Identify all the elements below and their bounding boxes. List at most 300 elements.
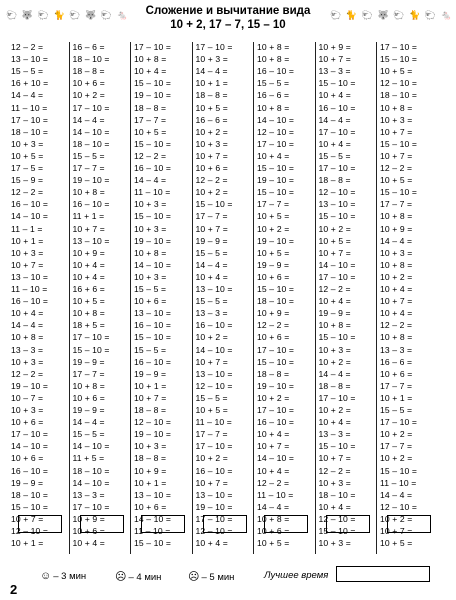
exercise-item: 15 – 10 = xyxy=(72,344,110,355)
exercise-item: 14 – 4 = xyxy=(195,259,228,270)
exercise-item: 10 + 5 = xyxy=(318,235,351,246)
exercise-item: 14 – 10 = xyxy=(195,344,233,355)
exercise-item: 17 – 7 = xyxy=(195,429,228,440)
exercise-item: 12 – 10 = xyxy=(257,126,294,137)
exercise-item: 10 + 8 = xyxy=(72,308,105,319)
exercise-item: 10 + 7 = xyxy=(318,453,351,464)
exercise-item: 10 + 6 = xyxy=(257,332,290,343)
exercise-item: 13 – 10 = xyxy=(195,284,233,294)
exercise-item: 17 – 10 = xyxy=(11,114,48,125)
exercise-item: 17 – 7 = xyxy=(72,368,105,379)
exercise-item: 14 – 4 = xyxy=(318,114,351,125)
exercise-item: 17 – 7 = xyxy=(380,199,413,210)
exercise-item: 10 + 3 = xyxy=(380,114,413,125)
exercise-item: 12 – 2 = xyxy=(11,368,44,379)
legend-3-min xyxy=(40,570,86,582)
exercise-item: 17 – 7 = xyxy=(257,199,290,210)
page-title xyxy=(130,4,326,32)
exercise-item: 15 – 10 = xyxy=(257,163,294,173)
exercise-item: 15 – 10 = xyxy=(380,138,417,149)
exercise-item: 10 + 5 = xyxy=(257,211,290,222)
legend-3-min-text: – 3 мин xyxy=(53,571,87,582)
exercise-item: 10 + 8 = xyxy=(134,247,167,258)
exercise-item: 19 – 10 = xyxy=(134,90,171,101)
exercise-item: 16 – 10 = xyxy=(134,356,171,367)
exercise-item: 10 + 3 = xyxy=(195,54,228,65)
exercise-item: 14 – 4 = xyxy=(11,90,44,101)
exercise-item: 12 – 10 = xyxy=(11,526,48,536)
exercise-item: 10 + 8 = xyxy=(257,102,290,113)
exercise-item: 15 – 10 = xyxy=(257,284,294,294)
exercise-item: 11 – 10 = xyxy=(134,187,171,198)
exercise-item: 10 + 5 = xyxy=(195,102,228,113)
exercise-item: 13 – 10 = xyxy=(134,489,171,500)
exercise-item: 10 + 8 = xyxy=(380,259,413,270)
exercise-item: 18 – 10 = xyxy=(11,126,48,137)
exercise-item: 17 – 7 = xyxy=(134,114,167,125)
exercise-item: 10 + 1 = xyxy=(134,477,167,488)
exercise-item: 10 + 8 = xyxy=(380,102,413,113)
exercise-item: 15 – 5 = xyxy=(134,284,167,294)
exercise-item: 12 – 10 = xyxy=(380,501,417,512)
best-time-box[interactable] xyxy=(336,566,430,582)
exercise-item: 18 – 10 = xyxy=(72,465,110,476)
exercise-item: 10 + 5 = xyxy=(257,247,290,258)
exercise-item: 15 – 10 = xyxy=(134,332,171,343)
exercise-item: 12 – 2 = xyxy=(195,175,228,186)
exercise-item: 14 – 10 = xyxy=(257,114,294,125)
exercise-item: 12 – 2 = xyxy=(257,477,290,488)
exercise-item: 13 – 10 = xyxy=(195,489,233,500)
exercise-item: 10 + 8 = xyxy=(257,54,290,65)
exercise-item: 13 – 3 = xyxy=(11,344,44,355)
exercise-item: 17 – 10 = xyxy=(318,126,356,137)
exercise-item: 19 – 9 = xyxy=(11,477,44,488)
exercise-item: 10 + 6 = xyxy=(380,368,413,379)
exercise-item: 17 – 10 = xyxy=(380,42,417,52)
exercise-item: 18 – 8 = xyxy=(72,66,105,77)
exercise-item: 14 – 4 = xyxy=(318,368,351,379)
exercise-item: 10 + 7 = xyxy=(134,392,167,403)
exercise-item: 18 – 10 = xyxy=(257,296,294,307)
best-time-label: Лучшее время xyxy=(264,570,329,581)
exercise-item: 12 – 2 = xyxy=(380,320,413,331)
exercise-item: 10 + 2 = xyxy=(195,187,228,198)
exercise-item: 14 – 10 = xyxy=(257,453,294,464)
legend-5-min xyxy=(188,570,234,583)
exercise-item: 10 + 8 = xyxy=(72,187,105,198)
exercise-item: 10 + 6 = xyxy=(134,501,167,512)
exercise-item: 14 – 10 = xyxy=(72,126,110,137)
exercise-column-5 xyxy=(257,42,319,554)
exercise-item: 10 + 4 = xyxy=(72,271,105,282)
exercise-item: 12 – 10 = xyxy=(318,513,356,524)
exercise-item: 12 – 2 = xyxy=(11,187,44,198)
exercise-item: 10 + 8 = xyxy=(257,513,290,524)
exercise-item: 17 – 10 = xyxy=(318,163,356,173)
exercise-item: 10 + 6 = xyxy=(257,526,290,536)
exercise-item: 17 – 10 = xyxy=(257,405,294,415)
exercise-item: 10 + 2 = xyxy=(195,126,228,137)
exercise-item: 11 – 10 = xyxy=(195,417,232,428)
exercise-item: 17 – 7 = xyxy=(380,441,413,452)
exercise-item: 15 – 10 = xyxy=(318,78,356,89)
column-divider xyxy=(253,42,254,554)
exercise-item: 10 + 2 = xyxy=(318,223,351,234)
exercise-item: 19 – 9 = xyxy=(257,259,290,270)
exercise-item: 13 – 10 = xyxy=(11,54,48,65)
exercise-item: 10 + 3 = xyxy=(11,138,44,149)
decorative-animals-border-right: 🐑 🐈 🐑 🐺 🐑 🐈 🐑 🐁 xyxy=(330,10,452,20)
exercise-item: 12 – 10 = xyxy=(134,417,171,428)
exercise-item: 10 + 4 = xyxy=(380,284,413,294)
exercise-item: 10 + 4 = xyxy=(195,538,228,549)
exercise-item: 10 + 4 = xyxy=(11,308,44,319)
exercise-item: 14 – 10 = xyxy=(134,259,171,270)
exercise-item: 16 + 10 = xyxy=(11,78,49,89)
exercise-item: 15 – 10 = xyxy=(134,211,171,222)
exercise-item: 18 – 8 = xyxy=(195,90,228,101)
exercise-item: 10 + 2 = xyxy=(72,90,105,101)
exercise-item: 15 – 5 = xyxy=(195,296,228,307)
exercise-item: 16 – 10 = xyxy=(257,417,294,428)
exercise-item: 16 – 6 = xyxy=(195,114,228,125)
time-box-column-2[interactable] xyxy=(80,515,124,533)
exercise-item: 10 + 4 = xyxy=(318,296,351,307)
time-box-column-4[interactable] xyxy=(203,515,247,533)
exercise-item: 19 – 9 = xyxy=(195,235,228,246)
exercise-item: 17 – 10 = xyxy=(11,429,48,440)
exercise-item: 10 + 7 = xyxy=(318,54,351,65)
exercise-item: 19 – 10 = xyxy=(257,235,294,246)
exercise-item: 18 – 10 = xyxy=(318,489,356,500)
exercise-item: 19 – 10 = xyxy=(11,380,48,391)
exercise-item: 13 – 3 = xyxy=(195,308,228,319)
exercise-item: 18 – 8 = xyxy=(318,380,351,391)
exercise-item: 14 – 4 = xyxy=(380,489,413,500)
exercise-item: 10 + 7 = xyxy=(11,513,44,524)
exercise-item: 10 + 1 = xyxy=(195,78,228,89)
exercise-item: 10 + 4 = xyxy=(195,271,228,282)
exercise-item: 14 – 10 = xyxy=(134,513,171,524)
column-divider xyxy=(130,42,131,554)
exercise-item: 12 – 2 = xyxy=(380,163,413,173)
exercise-item: 17 – 7 = xyxy=(380,380,413,391)
exercise-item: 16 – 10 = xyxy=(11,199,48,210)
exercise-item: 10 + 3 = xyxy=(134,199,167,210)
exercise-item: 10 + 1 = xyxy=(380,392,413,403)
exercise-item: 14 – 10 = xyxy=(11,441,48,452)
exercise-item: 15 – 10 = xyxy=(318,211,356,222)
exercise-item: 17 – 10 = xyxy=(72,501,110,512)
exercise-item: 15 – 5 = xyxy=(72,150,105,161)
exercise-column-6 xyxy=(319,42,381,554)
exercise-item: 10 + 4 = xyxy=(72,538,105,549)
exercise-item: 16 – 10 = xyxy=(11,465,48,476)
exercise-item: 19 – 10 = xyxy=(134,429,171,440)
exercise-item: 19 – 9 = xyxy=(318,308,351,319)
smile-face-icon: ☺ xyxy=(40,570,52,582)
exercise-column-4 xyxy=(196,42,258,554)
exercise-item: 16 – 10 = xyxy=(72,199,110,210)
exercise-item: 18 – 8 = xyxy=(134,405,167,415)
exercise-item: 10 + 2 = xyxy=(380,429,413,440)
exercise-item: 13 – 10 = xyxy=(72,235,110,246)
exercise-item: 16 – 10 = xyxy=(11,296,48,307)
exercise-item: 17 – 10 = xyxy=(257,138,294,149)
sad-face-icon: ☹ xyxy=(188,571,200,583)
exercise-item: 17 – 10 = xyxy=(318,392,356,403)
exercise-item: 19 – 10 = xyxy=(134,235,171,246)
exercise-item: 16 – 10 = xyxy=(195,320,233,331)
exercise-item: 16 – 10 = xyxy=(134,163,171,173)
exercise-item: 10 + 5 = xyxy=(11,150,44,161)
exercise-item: 10 + 6 = xyxy=(134,296,167,307)
exercise-item: 17 – 10 = xyxy=(257,344,294,355)
exercise-item: 16 – 6 = xyxy=(72,42,105,52)
exercise-item: 10 – 7 = xyxy=(11,392,44,403)
legend-4-min xyxy=(115,570,161,583)
exercise-item: 10 + 2 = xyxy=(257,392,290,403)
exercise-item: 16 – 10 = xyxy=(318,102,356,113)
exercise-item: 11 – 10 = xyxy=(11,284,48,294)
exercise-grid xyxy=(11,42,449,554)
exercise-item: 13 – 3 = xyxy=(72,489,105,500)
exercise-item: 10 + 5 = xyxy=(134,126,167,137)
exercise-item: 14 – 10 = xyxy=(318,259,356,270)
column-divider xyxy=(376,42,377,554)
exercise-item: 10 + 8 = xyxy=(318,320,351,331)
exercise-item: 10 + 9 = xyxy=(134,465,167,476)
exercise-item: 10 + 5 = xyxy=(380,538,413,549)
time-box-column-6[interactable] xyxy=(326,515,370,533)
exercise-item: 10 + 6 = xyxy=(195,163,228,173)
decorative-animals-border-left: 🐑 🐺 🐑 🐈 🐑 🐺 🐑 🐁 xyxy=(6,10,128,20)
exercise-item: 19 – 9 = xyxy=(72,405,105,415)
exercise-item: 10 + 3 = xyxy=(134,441,167,452)
exercise-item: 10 + 7 = xyxy=(380,150,413,161)
exercise-item: 19 – 10 = xyxy=(72,175,110,186)
exercise-item: 15 – 5 = xyxy=(318,150,351,161)
exercise-item: 16 – 10 = xyxy=(195,465,233,476)
exercise-item: 11 – 10 = xyxy=(257,489,294,500)
exercise-item: 10 + 2 = xyxy=(380,453,413,464)
exercise-item: 10 + 7 = xyxy=(380,296,413,307)
exercise-item: 17 – 5 = xyxy=(11,163,44,173)
exercise-item: 10 + 5 = xyxy=(380,66,413,77)
column-divider xyxy=(192,42,193,554)
exercise-item: 13 – 3 = xyxy=(380,344,413,355)
exercise-item: 13 – 10 = xyxy=(134,308,171,319)
exercise-item: 17 – 10 = xyxy=(72,332,110,343)
time-box-column-5[interactable] xyxy=(264,515,308,533)
exercise-item: 10 + 3 = xyxy=(134,271,167,282)
exercise-item: 15 – 5 = xyxy=(380,405,413,415)
exercise-item: 10 + 6 = xyxy=(72,78,105,89)
exercise-item: 19 – 10 = xyxy=(257,380,294,391)
column-divider xyxy=(315,42,316,554)
exercise-column-2 xyxy=(73,42,135,554)
exercise-item: 10 + 4 = xyxy=(72,259,105,270)
exercise-item: 14 – 4 = xyxy=(134,175,167,186)
exercise-item: 15 – 10 = xyxy=(195,199,233,210)
exercise-item: 10 + 2 = xyxy=(380,513,413,524)
exercise-item: 14 – 4 = xyxy=(11,320,44,331)
exercise-item: 10 + 3 = xyxy=(380,247,413,258)
exercise-item: 19 – 9 = xyxy=(72,356,105,367)
exercise-item: 10 + 3 = xyxy=(11,405,44,415)
exercise-item: 10 + 7 = xyxy=(11,259,44,270)
exercise-item: 15 – 10 = xyxy=(380,465,417,476)
exercise-item: 18 + 5 = xyxy=(72,320,105,331)
exercise-item: 10 + 9 = xyxy=(72,513,105,524)
exercise-item: 15 – 10 = xyxy=(380,54,417,65)
exercise-item: 10 + 3 = xyxy=(318,477,351,488)
exercise-item: 10 + 5 = xyxy=(195,405,228,415)
exercise-item: 17 – 10 = xyxy=(318,271,356,282)
exercise-item: 10 + 7 = xyxy=(257,441,290,452)
exercise-item: 12 – 2 = xyxy=(318,284,351,294)
exercise-item: 11 – 1 = xyxy=(11,223,43,234)
exercise-item: 14 – 4 = xyxy=(380,235,413,246)
exercise-item: 10 + 2 = xyxy=(195,332,228,343)
exercise-item: 10 + 4 = xyxy=(257,465,290,476)
exercise-item: 10 + 8 = xyxy=(134,54,167,65)
exercise-item: 10 + 3 = xyxy=(11,247,44,258)
neutral-face-icon: ☹ xyxy=(115,571,127,583)
exercise-item: 13 – 10 = xyxy=(195,368,233,379)
legend-4-min-text: – 4 мин xyxy=(128,572,162,583)
exercise-item: 17 – 10 = xyxy=(380,417,417,428)
title-line-2: 10 + 2, 17 – 7, 15 – 10 xyxy=(170,19,286,31)
exercise-item: 10 + 8 = xyxy=(72,380,105,391)
exercise-item: 10 + 6 = xyxy=(11,417,44,428)
exercise-item: 14 – 10 = xyxy=(11,211,48,222)
exercise-item: 17 – 10 = xyxy=(72,102,110,113)
time-box-column-1[interactable] xyxy=(18,515,62,533)
exercise-item: 10 + 3 = xyxy=(11,356,44,367)
exercise-item: 15 – 5 = xyxy=(11,66,44,77)
exercise-column-3 xyxy=(134,42,196,554)
exercise-item: 10 + 1 = xyxy=(134,380,167,391)
exercise-item: 14 – 4 = xyxy=(72,114,105,125)
exercise-item: 18 – 10 = xyxy=(72,138,110,149)
exercise-item: 10 + 7 = xyxy=(195,477,228,488)
exercise-item: 14 – 10 = xyxy=(72,477,110,488)
exercise-item: 12 – 2 = xyxy=(134,150,167,161)
exercise-item: 10 + 4 = xyxy=(318,138,351,149)
exercise-item: 11 + 1 = xyxy=(72,211,105,222)
exercise-item: 15 – 10 = xyxy=(380,187,417,198)
exercise-item: 18 – 8 = xyxy=(134,453,167,464)
exercise-item: 10 + 4 = xyxy=(380,308,413,319)
exercise-item: 12 – 10 = xyxy=(380,78,417,89)
exercise-item: 10 + 8 = xyxy=(380,332,413,343)
exercise-item: 10 + 1 = xyxy=(11,538,44,549)
exercise-item: 12 – 10 = xyxy=(318,187,356,198)
exercise-item: 15 – 10 = xyxy=(318,526,356,536)
exercise-item: 17 – 10 = xyxy=(195,441,233,452)
exercise-item: 19 – 10 = xyxy=(257,175,294,186)
exercise-item: 12 – 2 = xyxy=(257,320,290,331)
exercise-item: 15 – 10 = xyxy=(11,501,48,512)
time-box-column-3[interactable] xyxy=(141,515,185,533)
exercise-item: 12 – 10 = xyxy=(195,380,233,391)
exercise-item: 10 + 6 = xyxy=(11,453,44,464)
exercise-item: 10 + 7 = xyxy=(72,223,105,234)
exercise-item: 10 + 4 = xyxy=(257,150,290,161)
exercise-item: 12 – 2 = xyxy=(11,42,44,52)
exercise-item: 11 – 10 = xyxy=(134,526,171,536)
exercise-item: 10 + 3 = xyxy=(195,138,228,149)
exercise-item: 10 + 7 = xyxy=(195,223,228,234)
exercise-item: 15 – 10 = xyxy=(318,441,356,452)
exercise-item: 11 – 10 = xyxy=(380,477,417,488)
exercise-item: 15 – 9 = xyxy=(11,175,44,186)
exercise-item: 15 – 5 = xyxy=(72,429,105,440)
exercise-item: 16 – 10 = xyxy=(134,320,171,331)
exercise-item: 13 – 10 = xyxy=(11,271,48,282)
exercise-item: 11 – 10 = xyxy=(11,102,48,113)
time-box-column-7[interactable] xyxy=(387,515,431,533)
exercise-item: 13 – 3 = xyxy=(318,429,351,440)
exercise-item: 15 – 10 = xyxy=(318,332,356,343)
exercise-item: 17 – 10 = xyxy=(134,42,171,52)
exercise-item: 15 – 10 = xyxy=(257,187,294,198)
exercise-item: 10 + 8 = xyxy=(380,211,413,222)
exercise-column-1 xyxy=(11,42,73,554)
exercise-item: 10 + 2 = xyxy=(195,453,228,464)
exercise-item: 10 + 8 = xyxy=(11,332,44,343)
exercise-item: 17 – 10 = xyxy=(195,42,233,52)
exercise-item: 10 + 4 = xyxy=(318,90,351,101)
exercise-item: 19 – 9 = xyxy=(134,368,167,379)
exercise-item: 12 – 2 = xyxy=(318,465,351,476)
title-line-1: Сложение и вычитание вида xyxy=(145,5,311,17)
exercise-item: 16 – 6 = xyxy=(380,356,413,367)
exercise-item: 10 + 5 = xyxy=(72,296,105,307)
exercise-item: 14 – 4 = xyxy=(195,66,228,77)
exercise-item: 10 + 7 = xyxy=(318,247,351,258)
exercise-item: 16 – 10 = xyxy=(257,66,294,77)
exercise-item: 10 + 1 = xyxy=(11,235,44,246)
exercise-item: 14 – 4 = xyxy=(257,501,290,512)
exercise-item: 15 – 10 = xyxy=(134,538,171,549)
exercise-item: 17 – 10 = xyxy=(195,513,233,524)
exercise-item: 13 – 10 = xyxy=(318,199,356,210)
exercise-item: 12 – 10 = xyxy=(195,526,233,536)
legend-5-min-text: – 5 мин xyxy=(201,572,235,583)
exercise-item: 10 + 8 = xyxy=(257,42,290,52)
exercise-item: 15 – 10 = xyxy=(257,356,294,367)
exercise-item: 18 – 10 = xyxy=(72,54,110,65)
exercise-item: 17 – 7 = xyxy=(195,211,228,222)
exercise-item: 10 + 7 = xyxy=(195,150,228,161)
exercise-item: 14 – 10 = xyxy=(72,441,110,452)
exercise-item: 10 + 2 = xyxy=(380,271,413,282)
exercise-item: 10 + 5 = xyxy=(257,538,290,549)
page-number: 2 xyxy=(10,582,18,597)
exercise-item: 16 – 6 = xyxy=(257,90,290,101)
exercise-item: 10 + 9 = xyxy=(257,308,290,319)
exercise-item: 10 + 2 = xyxy=(257,223,290,234)
exercise-item: 10 + 6 = xyxy=(72,392,105,403)
exercise-item: 18 – 10 = xyxy=(380,90,417,101)
exercise-item: 10 + 7 = xyxy=(195,356,228,367)
exercise-item: 17 – 7 = xyxy=(72,163,105,173)
exercise-item: 10 + 4 = xyxy=(318,417,351,428)
exercise-item: 16 + 6 = xyxy=(72,284,105,294)
